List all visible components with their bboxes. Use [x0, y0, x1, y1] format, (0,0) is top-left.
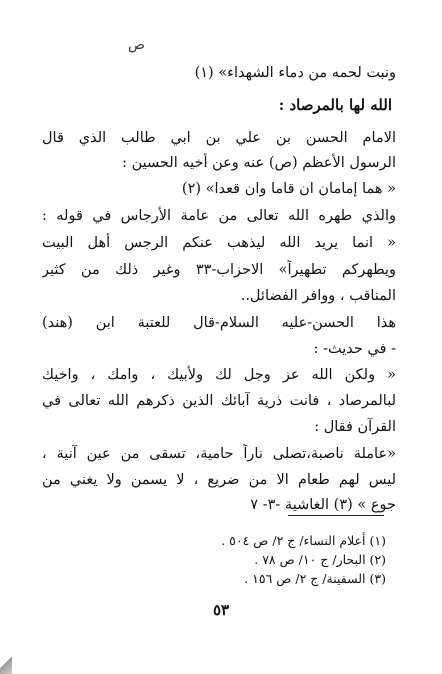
text-line-5: والذي طهره الله تعالى من عامة الأرجاس في قوله : [42, 208, 396, 224]
page-number: ٥٣ [212, 601, 230, 619]
text-line-8: المناقب ، ووافر الفضائل.. [240, 288, 396, 304]
text-line-15: ليس لهم طعام الا من ضريع ، لا يسمن ولا يغني من [42, 472, 396, 488]
text-line-3: الرسول الأعظم (ص) عنه وعن أخيه الحسين : [122, 155, 396, 171]
text-line-9: هذا الحسن-عليه السلام-قال للعتبة ابن (هند) [42, 315, 396, 331]
text-line-7: ويطهركم تطهيراً» الاحزاب-٣٣ وغير ذلك من كثير [42, 262, 396, 278]
footnote-2: (٢) البحار/ ج ١٠/ ص ٧٨ . [254, 552, 386, 567]
text-line-12: لبالمرصاد ، فانت ذرية آبائك الذين ذكرهم الله تعالى في [42, 393, 396, 409]
footnote-divider [288, 515, 384, 516]
page-corner-shadow [0, 656, 12, 674]
text-line-10: - في حديث- : [313, 341, 396, 357]
text-line-14: «عاملة ناصبة،تصلى ناراً حامية، تسقى من عين آنية ، [42, 446, 396, 462]
footnote-1: (١) أعلام النساء/ ج ٢/ ص ٥٠٤ . [221, 533, 386, 548]
top-mark: ص [128, 37, 145, 53]
section-heading: الله لها بالمرصاد : [278, 96, 392, 114]
footnote-3: (٣) السفينة/ ج ٢/ ص ١٥٦ . [244, 571, 386, 586]
text-line-4: « هما إمامان ان قاما وان قعدا» (٢) [181, 181, 396, 197]
text-line-2: الامام الحسن بن علي بن ابي طالب الذي قال [42, 130, 396, 146]
text-line-6: « انما يريد الله ليذهب عنكم الرجس أهل البيت [42, 235, 396, 251]
text-line-1: ونبت لحمه من دماء الشهداء» (١) [194, 65, 396, 81]
text-line-13: القرآن فقال : [314, 419, 396, 435]
text-line-16: جوع » (٣) الغاشية -٣- ٧ [250, 497, 396, 513]
text-line-11: « ولكن الله عز وجل لك ولأبيك ، وامك ، واخيك [42, 367, 396, 383]
